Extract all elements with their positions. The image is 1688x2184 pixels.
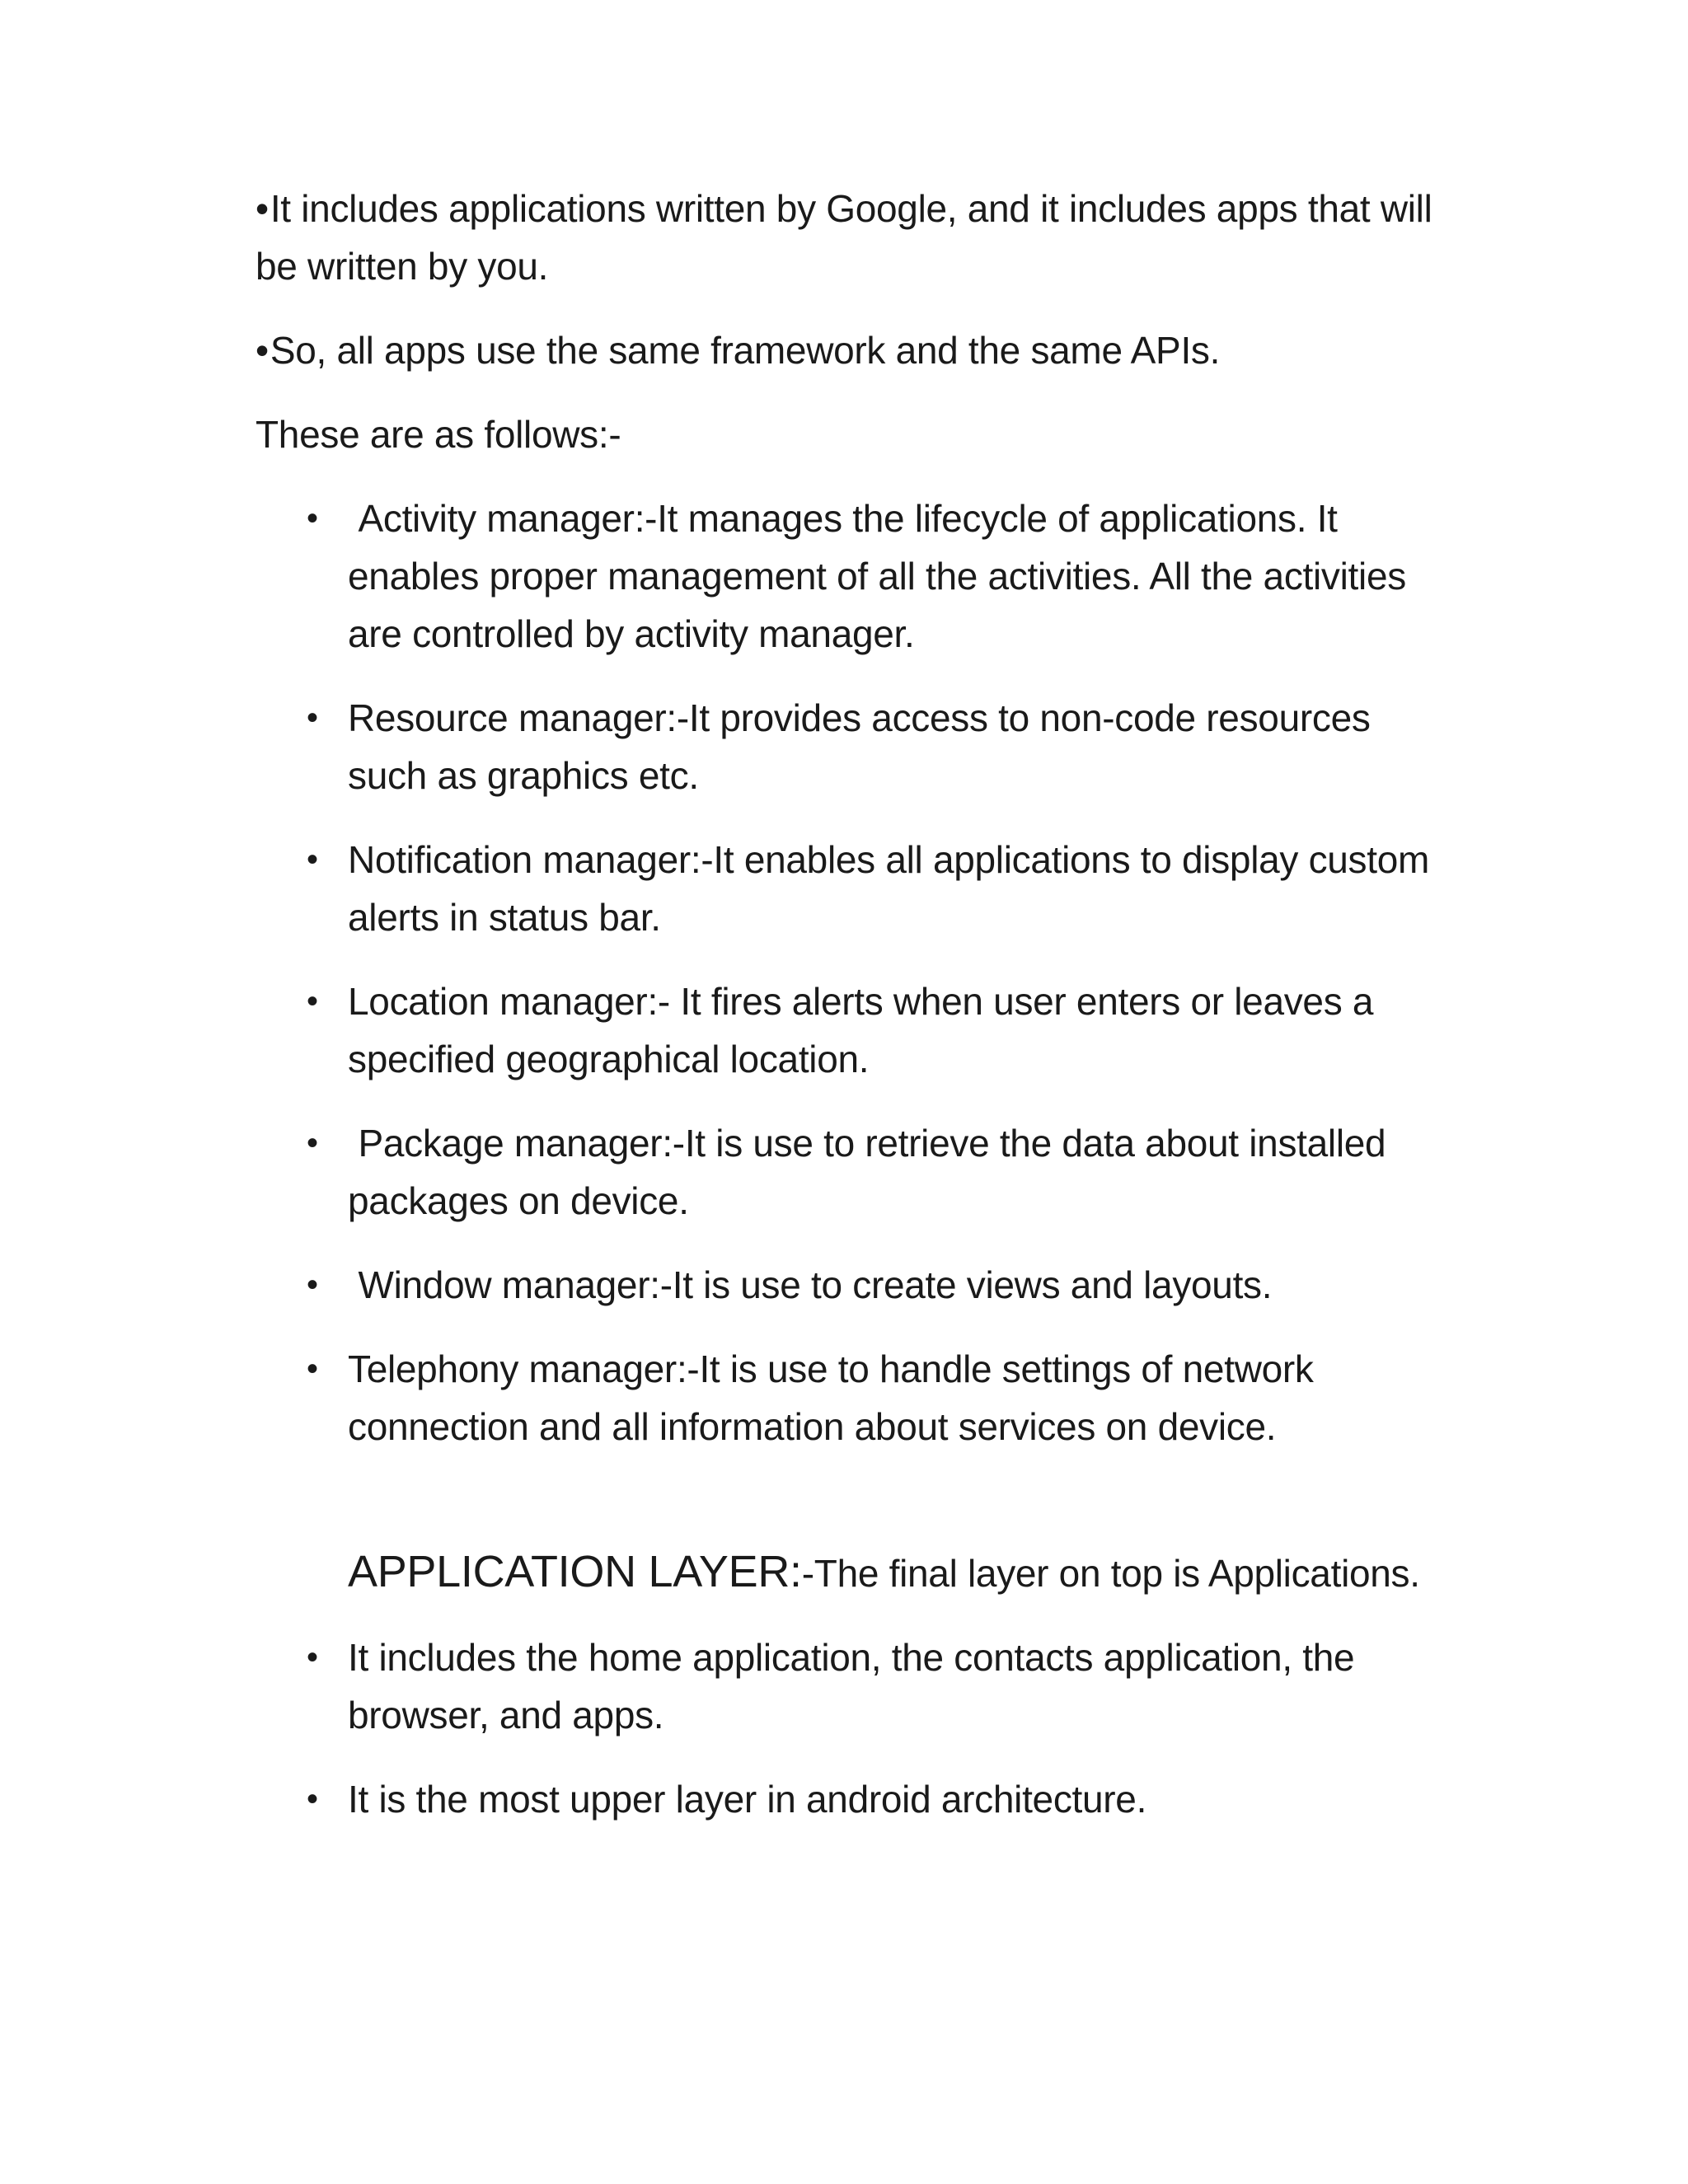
list-item-text: It is the most upper layer in android architecture.: [348, 1778, 1147, 1821]
application-layer-heading: [256, 1543, 1442, 1602]
list-item-activity-manager: [256, 490, 1442, 663]
bullet-glyph: •: [307, 1351, 318, 1387]
bullet-glyph: •: [307, 983, 318, 1019]
list-item-package-manager: [256, 1114, 1442, 1230]
list-item-text: Package manager:-It is use to retrieve the data about installed packages on device.: [348, 1122, 1396, 1222]
list-item-location-manager: [256, 972, 1442, 1088]
bullet-glyph: •: [307, 1125, 318, 1161]
list-item-telephony-manager: [256, 1340, 1442, 1455]
bullet-glyph: •: [307, 841, 318, 878]
list-item-text: It includes the home application, the contacts application, the browser, and apps.: [348, 1636, 1355, 1736]
list-item-notification-manager: [256, 831, 1442, 946]
list-item-text: Window manager:-It is use to create views and layouts.: [348, 1263, 1273, 1306]
intro-paragraph-1: [256, 180, 1442, 295]
section-spacer: [256, 1482, 1442, 1543]
follows-label: These are as follows:-: [256, 413, 621, 456]
bullet-glyph: •: [307, 700, 318, 736]
list-item-text: Notification manager:-It enables all applications to display custom alerts in status bar.: [348, 838, 1430, 939]
application-layer-text: -The final layer on top is Applications.: [801, 1552, 1420, 1595]
application-layer-title: APPLICATION LAYER:: [348, 1547, 802, 1596]
list-item-text: Activity manager:-It manages the lifecycle of applications. It enables proper management of all the activities. All the activities are controlled by activity manager.: [348, 497, 1417, 655]
bullet-glyph: •: [307, 500, 318, 537]
list-item-text: Resource manager:-It provides access to non-code resources such as graphics etc.: [348, 696, 1371, 797]
bullet-glyph: •: [307, 1639, 318, 1675]
managers-list: [256, 490, 1442, 1455]
bullet-glyph: •: [256, 329, 269, 372]
intro-paragraph-2: [256, 321, 1442, 379]
list-item-window-manager: [256, 1256, 1442, 1314]
bullet-glyph: •: [307, 1781, 318, 1817]
bullet-glyph: •: [307, 1267, 318, 1303]
list-item-text: Telephony manager:-It is use to handle settings of network connection and all information about services on device.: [348, 1347, 1314, 1448]
application-layer-list: [256, 1629, 1442, 1828]
list-item-upper-layer: [256, 1770, 1442, 1828]
intro-text-1: It includes applications written by Google, and it includes apps that will be written by you.: [256, 187, 1432, 288]
list-item-resource-manager: [256, 689, 1442, 804]
list-item-text: Location manager:- It fires alerts when user enters or leaves a specified geographical location.: [348, 980, 1374, 1080]
bullet-glyph: •: [256, 187, 269, 230]
document-body: [256, 180, 1442, 1854]
list-item-app-includes: [256, 1629, 1442, 1744]
intro-text-2: So, all apps use the same framework and the same APIs.: [270, 329, 1221, 372]
